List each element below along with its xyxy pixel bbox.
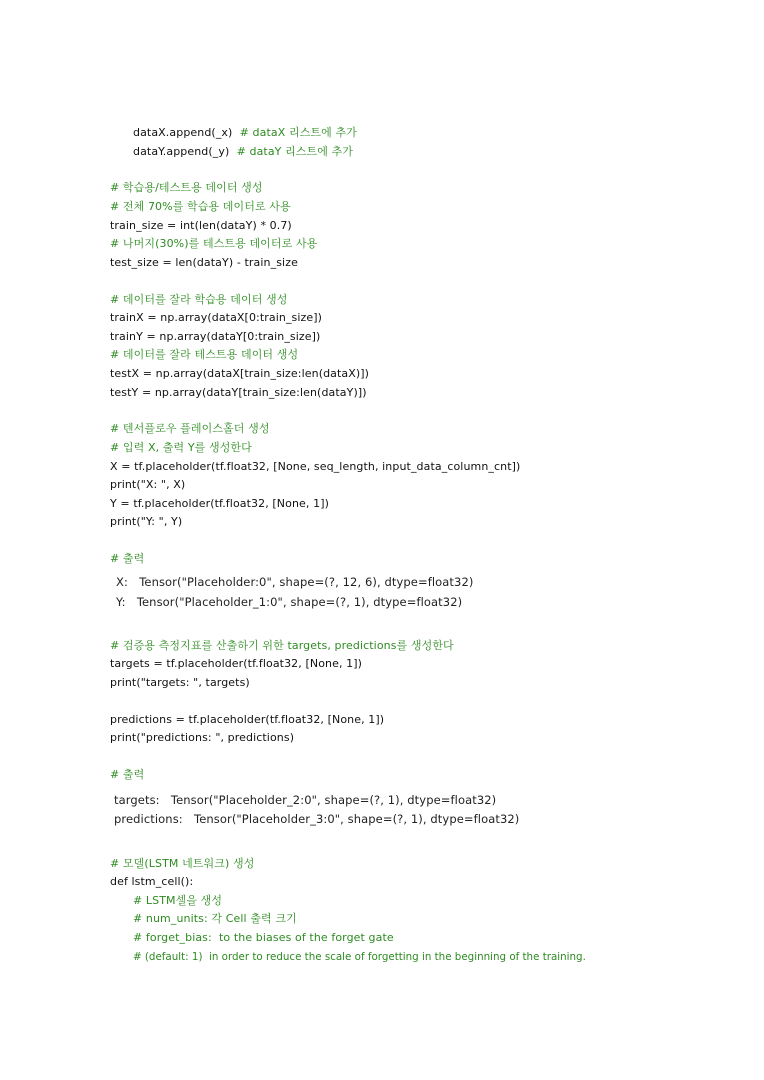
- output-line: Y: Tensor("Placeholder_1:0", shape=(?, 1), dtype=float32): [116, 595, 463, 609]
- output-line: X: Tensor("Placeholder:0", shape=(?, 12, 6), dtype=float32): [116, 575, 474, 589]
- code-line: targets = tf.placeholder(tf.float32, [None, 1]): [110, 657, 363, 670]
- code-line: print("targets: ", targets): [110, 676, 250, 689]
- output-line: targets: Tensor("Placeholder_2:0", shape=(?, 1), dtype=float32): [114, 793, 497, 807]
- code-line: train_size = int(len(dataY) * 0.7): [110, 219, 292, 232]
- code-comment-line: # 텐서플로우 플레이스홀더 생성: [110, 422, 270, 435]
- code-line: predictions = tf.placeholder(tf.float32, [None, 1]): [110, 713, 385, 726]
- code-line: trainY = np.array(dataY[0:train_size]): [110, 330, 321, 343]
- code-text: dataX.append(_x): [133, 126, 240, 139]
- output-line: predictions: Tensor("Placeholder_3:0", shape=(?, 1), dtype=float32): [114, 812, 520, 826]
- code-line: trainX = np.array(dataX[0:train_size]): [110, 311, 323, 324]
- code-comment-line: # 데이터를 잘라 학습용 데이터 생성: [110, 293, 288, 306]
- code-comment-line: # 모델(LSTM 네트워크) 생성: [110, 857, 255, 870]
- code-comment: # dataY 리스트에 추가: [236, 145, 354, 158]
- code-line: [133, 145, 353, 159]
- code-line: testX = np.array(dataX[train_size:len(dataX)]): [110, 367, 370, 380]
- code-comment-line: # 학습용/테스트용 데이터 생성: [110, 181, 263, 194]
- code-line: [133, 126, 357, 140]
- code-line: print("Y: ", Y): [110, 515, 183, 528]
- code-comment: # dataX 리스트에 추가: [239, 126, 357, 139]
- code-line: print("X: ", X): [110, 478, 186, 491]
- code-comment-line: # 나머지(30%)를 테스트용 데이터로 사용: [110, 237, 318, 250]
- code-line: def lstm_cell():: [110, 875, 194, 888]
- code-comment-line: # 전체 70%를 학습용 데이터로 사용: [110, 200, 291, 213]
- code-line: test_size = len(dataY) - train_size: [110, 256, 298, 269]
- code-comment-line: # 검증용 측정지표를 산출하기 위한 targets, predictions를 생성한다: [110, 639, 454, 652]
- code-comment-line: # 데이터를 잘라 테스트용 데이터 생성: [110, 348, 299, 361]
- output-label: # 출력: [110, 552, 145, 565]
- code-text: dataY.append(_y): [133, 145, 237, 158]
- code-comment-line: # num_units: 각 Cell 출력 크기: [133, 912, 297, 925]
- code-comment-line: # LSTM셀을 생성: [133, 894, 223, 907]
- code-line: Y = tf.placeholder(tf.float32, [None, 1]): [110, 497, 329, 510]
- code-comment-line: # (default: 1) in order to reduce the scale of forgetting in the beginning of the training.: [133, 951, 586, 963]
- code-line: X = tf.placeholder(tf.float32, [None, seq_length, input_data_column_cnt]): [110, 460, 521, 473]
- output-label: # 출력: [110, 768, 145, 781]
- code-line: print("predictions: ", predictions): [110, 731, 295, 744]
- code-comment-line: # forget_bias: to the biases of the forget gate: [133, 931, 394, 944]
- code-line: testY = np.array(dataY[train_size:len(dataY)]): [110, 386, 367, 399]
- code-comment-line: # 입력 X, 출력 Y를 생성한다: [110, 441, 252, 454]
